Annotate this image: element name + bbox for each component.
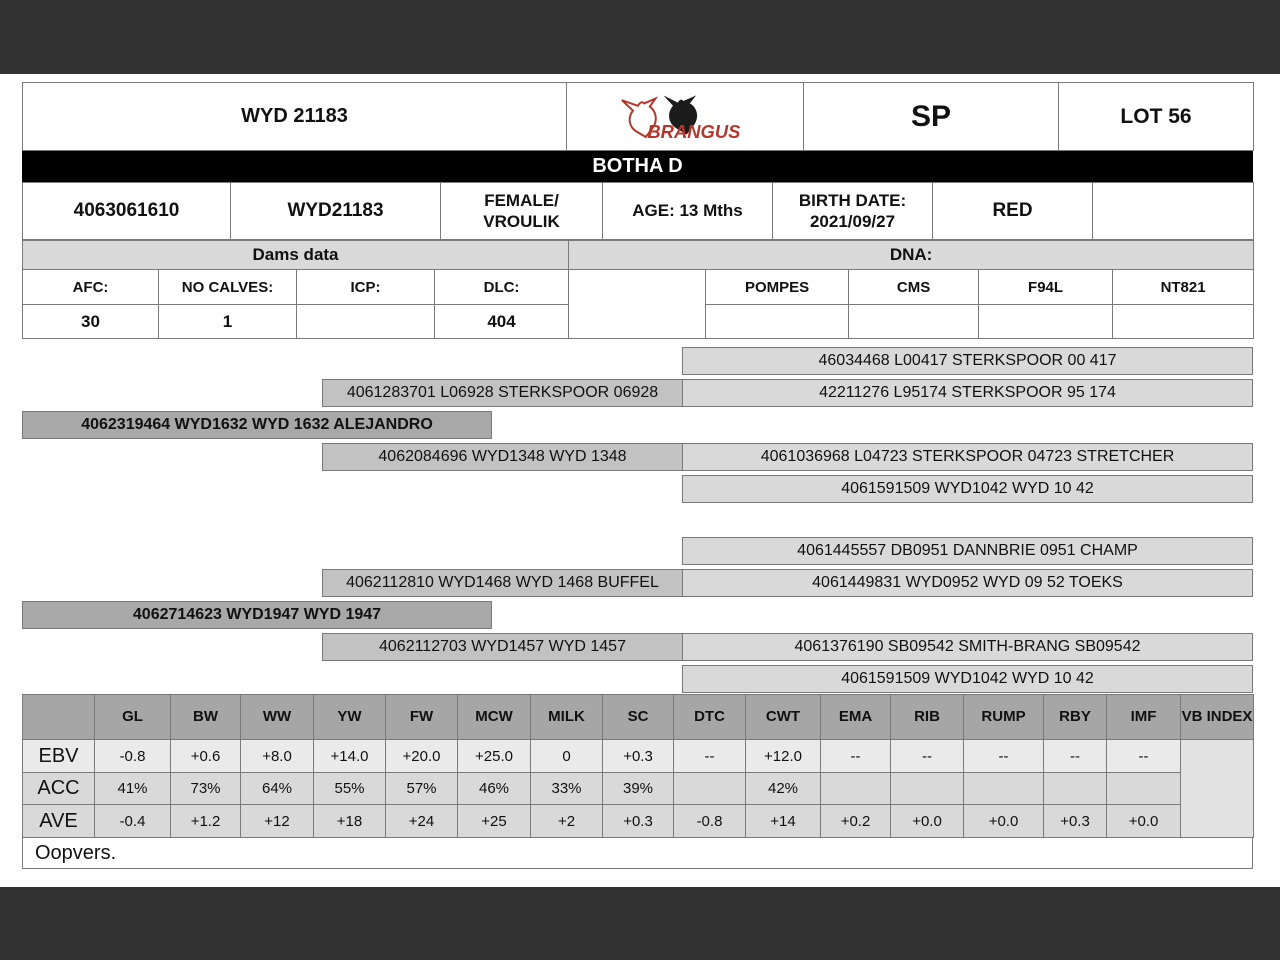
ebv-col-bw: BW <box>171 695 241 740</box>
header-table <box>22 82 1254 151</box>
ave-mcw: +25 <box>458 805 531 838</box>
ebv-col-milk: MILK <box>531 695 603 740</box>
pedigree-box-dam: 4062714623 WYD1947 WYD 1947 <box>22 601 492 629</box>
footnote: Oopvers. <box>22 838 1253 869</box>
acc-imf <box>1107 773 1181 805</box>
ebv-ww: +8.0 <box>241 740 314 773</box>
ave-rby: +0.3 <box>1044 805 1107 838</box>
pedigree-box-dam-dam: 4062112703 WYD1457 WYD 1457 <box>322 633 683 661</box>
ave-dtc: -0.8 <box>674 805 746 838</box>
acc-ww: 64% <box>241 773 314 805</box>
ebv-header-row <box>23 695 1254 740</box>
ebv-col-rby: RBY <box>1044 695 1107 740</box>
ebv-col-dtc: DTC <box>674 695 746 740</box>
acc-gl: 41% <box>95 773 171 805</box>
animal-tag: WYD 21183 <box>23 83 567 151</box>
logo-cell <box>567 83 804 151</box>
acc-rump <box>964 773 1044 805</box>
acc-yw: 55% <box>314 773 386 805</box>
ebv-col-blank <box>23 695 95 740</box>
ebv-rump: -- <box>964 740 1044 773</box>
pompes-value <box>706 305 849 339</box>
ebv-gl: -0.8 <box>95 740 171 773</box>
ave-cwt: +14 <box>746 805 821 838</box>
ebv-col-yw: YW <box>314 695 386 740</box>
animal-id: WYD21183 <box>231 183 441 240</box>
pedigree-box-sire-grandsire-dam: 42211276 L95174 STERKSPOOR 95 174 <box>682 379 1253 407</box>
ebv-rby: -- <box>1044 740 1107 773</box>
ave-imf: +0.0 <box>1107 805 1181 838</box>
acc-ema <box>821 773 891 805</box>
pedigree-box-dam-granddam-sire: 4061376190 SB09542 SMITH-BRANG SB09542 <box>682 633 1253 661</box>
catalog-sheet <box>22 82 1253 869</box>
dlc-label: DLC: <box>435 270 569 305</box>
pedigree-box-dam-granddam-dam: 4061591509 WYD1042 WYD 10 42 <box>682 665 1253 693</box>
pedigree-box-sire: 4062319464 WYD1632 WYD 1632 ALEJANDRO <box>22 411 492 439</box>
pedigree-box-sire-dam: 4062084696 WYD1348 WYD 1348 <box>322 443 683 471</box>
icp-label: ICP: <box>297 270 435 305</box>
ave-ww: +12 <box>241 805 314 838</box>
f94l-label: F94L <box>979 270 1113 305</box>
acc-cwt: 42% <box>746 773 821 805</box>
sex-line1: FEMALE/ <box>484 190 559 210</box>
cms-value <box>849 305 979 339</box>
sp-designation: SP <box>804 83 1059 151</box>
pedigree-box-sire-sire: 4061283701 L06928 STERKSPOOR 06928 <box>322 379 683 407</box>
ebv-fw: +20.0 <box>386 740 458 773</box>
dams-data-section-title: Dams data <box>23 241 569 270</box>
acc-rby <box>1044 773 1107 805</box>
pedigree-box-sire-granddam-sire: 4061036968 L04723 STERKSPOOR 04723 STRETCHER <box>682 443 1253 471</box>
acc-fw: 57% <box>386 773 458 805</box>
age-field: AGE: 13 Mths <box>603 183 773 240</box>
pompes-label: POMPES <box>706 270 849 305</box>
pedigree-box-dam-grandsire-sire: 4061445557 DB0951 DANNBRIE 0951 CHAMP <box>682 537 1253 565</box>
viewer-bottom-bar <box>0 887 1280 960</box>
ebv-bw: +0.6 <box>171 740 241 773</box>
icp-value <box>297 305 435 339</box>
ebv-col-cwt: CWT <box>746 695 821 740</box>
dna-section-title: DNA: <box>569 241 1254 270</box>
viewer-top-bar <box>0 0 1280 74</box>
info-empty-cell <box>1093 183 1254 240</box>
f94l-value <box>979 305 1113 339</box>
acc-row-label: ACC <box>23 773 95 805</box>
afc-label: AFC: <box>23 270 159 305</box>
acc-dtc <box>674 773 746 805</box>
ebv-col-fw: FW <box>386 695 458 740</box>
ebv-col-rump: RUMP <box>964 695 1044 740</box>
acc-row <box>23 773 1254 805</box>
ave-ema: +0.2 <box>821 805 891 838</box>
info-table <box>22 182 1254 240</box>
brangus-logo-icon <box>567 83 803 150</box>
ebv-col-gl: GL <box>95 695 171 740</box>
acc-mcw: 46% <box>458 773 531 805</box>
ebv-col-ema: EMA <box>821 695 891 740</box>
pedigree-box-sire-granddam-dam: 4061591509 WYD1042 WYD 10 42 <box>682 475 1253 503</box>
ave-rump: +0.0 <box>964 805 1044 838</box>
acc-sc: 39% <box>603 773 674 805</box>
ave-fw: +24 <box>386 805 458 838</box>
ebv-col-ww: WW <box>241 695 314 740</box>
ave-milk: +2 <box>531 805 603 838</box>
ebv-dtc: -- <box>674 740 746 773</box>
ebv-row-label: EBV <box>23 740 95 773</box>
acc-rib <box>891 773 964 805</box>
ebv-col-mcw: MCW <box>458 695 531 740</box>
ave-rib: +0.0 <box>891 805 964 838</box>
vb-index-value <box>1181 740 1254 838</box>
ebv-row <box>23 740 1254 773</box>
ebv-col-rib: RIB <box>891 695 964 740</box>
ave-sc: +0.3 <box>603 805 674 838</box>
ave-gl: -0.4 <box>95 805 171 838</box>
ebv-cwt: +12.0 <box>746 740 821 773</box>
ave-row-label: AVE <box>23 805 95 838</box>
pedigree-box-dam-grandsire-dam: 4061449831 WYD0952 WYD 09 52 TOEKS <box>682 569 1253 597</box>
no-calves-value: 1 <box>159 305 297 339</box>
ave-bw: +1.2 <box>171 805 241 838</box>
cms-label: CMS <box>849 270 979 305</box>
dams-dna-table <box>22 240 1254 339</box>
ebv-yw: +14.0 <box>314 740 386 773</box>
nt821-label: NT821 <box>1113 270 1254 305</box>
ebv-mcw: +25.0 <box>458 740 531 773</box>
dlc-value: 404 <box>435 305 569 339</box>
pedigree-box-sire-grandsire-sire: 46034468 L00417 STERKSPOOR 00 417 <box>682 347 1253 375</box>
pedigree-box-dam-sire: 4062112810 WYD1468 WYD 1468 BUFFEL <box>322 569 683 597</box>
sex-line2: VROULIK <box>483 212 560 231</box>
lot-number: LOT 56 <box>1059 83 1254 151</box>
ebv-milk: 0 <box>531 740 603 773</box>
colour-field: RED <box>933 183 1093 240</box>
birth-date-field <box>773 183 933 240</box>
ebv-imf: -- <box>1107 740 1181 773</box>
brangus-logo-text: BRANGUS <box>647 120 741 141</box>
nt821-value <box>1113 305 1254 339</box>
ebv-sc: +0.3 <box>603 740 674 773</box>
birth-date-label: BIRTH DATE: <box>798 190 907 210</box>
registration-number: 4063061610 <box>23 183 231 240</box>
sex-field <box>441 183 603 240</box>
ebv-table <box>22 694 1254 838</box>
ebv-col-vb-index: VB INDEX <box>1181 695 1254 740</box>
ebv-col-imf: IMF <box>1107 695 1181 740</box>
ave-row <box>23 805 1254 838</box>
acc-bw: 73% <box>171 773 241 805</box>
ebv-rib: -- <box>891 740 964 773</box>
afc-value: 30 <box>23 305 159 339</box>
pedigree-chart <box>22 347 1253 694</box>
animal-name-bar: BOTHA D <box>22 151 1253 182</box>
acc-milk: 33% <box>531 773 603 805</box>
dna-spacer-cell <box>569 270 706 339</box>
ebv-ema: -- <box>821 740 891 773</box>
ave-yw: +18 <box>314 805 386 838</box>
ebv-col-sc: SC <box>603 695 674 740</box>
no-calves-label: NO CALVES: <box>159 270 297 305</box>
birth-date-value: 2021/09/27 <box>809 212 896 231</box>
